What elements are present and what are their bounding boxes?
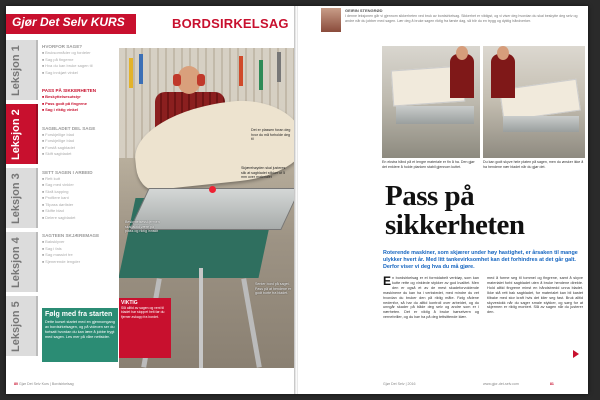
saw-table-shape (396, 106, 474, 124)
sidebar-heading: SAGTEEN SKJÆREMAGE (42, 233, 100, 238)
drop-cap: E (383, 274, 392, 288)
tool-shape (129, 58, 133, 88)
promo-text: Dette kurset startet med en gjennomgang av bordsirkelsagen, og på videoen ser du fortsatt hvordan du kan lære å jobbe trygt med sagen. Les mer på våre nettsider. (45, 320, 115, 339)
warning-text: Slå alltid av sagen og vent til bladet har stoppet helt før du fjerner avkapp fra bordet. (121, 306, 165, 319)
sidebar-item[interactable]: ■ Skifte blad (42, 208, 118, 215)
saw-leg (199, 268, 203, 368)
warning-title: VIKTIG (121, 300, 138, 306)
sidebar-item[interactable]: ■ Bruksområder og fordeler (42, 50, 118, 57)
sidebar-item[interactable]: ■ Beskyttelsesutstyr (42, 94, 118, 101)
photo-caption-2: Du kan godt skyve hele platen på sagen, men du ønsker ikke å ha hendene nær bladet når du gjør det. (483, 160, 584, 169)
tool-shape (277, 52, 281, 82)
man-head-shape (497, 46, 509, 60)
man-head-shape (456, 46, 468, 60)
sidebar-heading-active: PASS PÅ SIKKERHETEN (42, 88, 97, 93)
promo-title: Følg med fra starten (45, 311, 113, 318)
body-column-2: med å forme seg til tommel og fingrene, samt å skyve materialet forbi sagbladet uten å bruke hendene direkte. Hold alltid fingrene minst en håndsbredd unna bladet. Ikke stå rett bak sagbladet, for materialet kan bli kastet tilbake med stor kraft hvis det kiler seg fast. Bruk alltid skyvestokk når du sager smale stykker, og sørg for at skjermen er riktig montert. Slå av sagen når du justerer den. (487, 276, 583, 315)
brand-title: Gjør Det Selv KURS (12, 15, 125, 29)
magazine-spread (6, 6, 588, 394)
sidebar-item[interactable]: ■ Sag massivt tre (42, 252, 118, 259)
tab-lesson-2[interactable] (6, 104, 38, 164)
sidebar-heading: SAGBLADET DEL SAGE (42, 125, 96, 131)
tab-lesson-1[interactable] (6, 40, 38, 100)
body-column-1 (383, 276, 479, 320)
left-page (6, 6, 295, 394)
warning-marker-icon (209, 186, 216, 193)
sidebar-item[interactable]: ■ Profilere kant (42, 195, 118, 202)
tool-shape (259, 60, 263, 90)
footer-url: www.gjor-det-selv.com (483, 382, 519, 386)
photo-helper-hand (382, 46, 480, 158)
page-number: 81 (549, 382, 554, 386)
photo-callout: Det er plassen foran deg hvor du må forholde deg til (251, 128, 291, 142)
photo-callout: Beskyttelsesskjermen skal alltid være på plass og riktig innstilt (125, 220, 160, 234)
sidebar-item[interactable]: ■ Sag med vinkler (42, 182, 118, 189)
tab-label: Leksjon 1 (10, 45, 22, 96)
sidebar-item[interactable]: ■ Sag på fingerne (42, 57, 118, 64)
section-title: BORDSIRKELSAG (172, 16, 289, 31)
tool-shape (139, 54, 143, 84)
footer-right (483, 382, 554, 386)
photo-callout: Skjærehøyden skal justeres slik at sagbladet stikker ut 5 mm over materialet (241, 166, 286, 180)
tab-lesson-3[interactable] (6, 168, 38, 228)
photo-callout: Senter bord på saget. Pass på at hendene er godt borte fra bladet. (255, 282, 292, 296)
tab-label: Leksjon 2 (10, 109, 22, 160)
earmuff-icon (197, 74, 205, 86)
right-page (297, 6, 588, 394)
footer-right-left: Gjør Det Selv | 2016 (383, 382, 416, 386)
lesson-tabs (6, 40, 46, 370)
sidebar-item[interactable]: ■ Skrå kapping (42, 189, 118, 196)
saw-table-shape (503, 116, 579, 132)
tab-lesson-4[interactable] (6, 232, 38, 292)
author-name: GEIRIN STENGRØD (345, 8, 383, 13)
sidebar-item[interactable]: ■ Sjenerende lengder (42, 259, 118, 266)
sidebar-item[interactable]: ■ Sag i fals (42, 246, 118, 253)
photo-push-board (483, 46, 585, 158)
photo-caption-1: En ekstra hånd på et lengre materiale er fin å ha. Den gjør det enklere å holde planken stabil gjennom kuttet. (382, 160, 475, 169)
promo-box (42, 308, 118, 362)
sidebar-item[interactable]: ■ Tilpass dørlister (42, 202, 118, 209)
footer-text: Gjør Det Selv Kurs | Bordsirkelsag (19, 382, 74, 386)
sidebar-item[interactable]: ■ Sag i riktig vinkel (42, 107, 118, 114)
sidebar-item[interactable]: ■ Skift sagbladet (42, 151, 118, 158)
tab-label: Leksjon 4 (10, 237, 22, 288)
sidebar-block-active (42, 88, 118, 114)
sidebar-item[interactable]: ■ Forstå sagbladet (42, 145, 118, 152)
author-intro (321, 8, 581, 40)
sidebar-item[interactable]: ■ Pass godt på fingrene (42, 101, 118, 108)
footer-left (14, 382, 74, 386)
sidebar-item[interactable]: ■ Hva du kan bruke sagen til (42, 63, 118, 70)
sidebar-item[interactable]: ■ Forskjellige blad (42, 132, 118, 139)
page-number: 80 (14, 382, 18, 386)
earmuff-icon (173, 74, 181, 86)
tool-shape (239, 56, 243, 86)
sidebar-item[interactable]: ■ Forskjellige blad (42, 138, 118, 145)
tab-label: Leksjon 3 (10, 173, 22, 224)
sidebar-item[interactable]: ■ Baksklyver (42, 239, 118, 246)
article-lead: Roterende maskiner, som skjærer under høy hastighet, er årsaken til mange ulykker hvert år. Med litt tankevirksomhet kan det forhindres at det går galt. Derfor viser vi deg hva du må gjøre. (383, 250, 578, 270)
sidebar-item[interactable]: ■ Sag innkjørt vinkel (42, 70, 118, 77)
sidebar-block (42, 170, 118, 222)
tab-label: Leksjon 5 (10, 301, 22, 352)
sidebar-block (42, 44, 118, 76)
sidebar-item[interactable]: ■ Rett kutt (42, 176, 118, 183)
next-page-arrow-icon[interactable] (573, 350, 579, 358)
author-text: I denne leksjonen går vi gjennom sikkerheten ved bruk av bordsirkelsag. Sikkerhet er viktigst, og vi viser deg hvordan du skal beskytte deg selv og andre når du jobber med sagen. Lær deg å bruke sagen riktig fra første dag, så blir du en trygg og dyktig håndverker. (345, 14, 578, 23)
sidebar-heading: SETT SAGEN I ARBEID (42, 169, 93, 175)
sidebar-item[interactable]: ■ Delere sagbladet (42, 215, 118, 222)
man-shape (491, 54, 515, 98)
body-text: n bordsirkelsag er et formidabelt verktøy, som kan kutte rette og vinklede stykker av god kvalitet. Men den er også et av de mest skadeforvoldende maskinene du kan ha i verkstedet, med mindre du vet hvordan du bruker den på riktig måte. Følg rådene nedenfor, så har du alltid kontroll over arbeidet, og du unngår skader på både deg selv og andre som er i nærheten. Det er viktig å bruke hørselvern og vernebriller, og du bør ha på deg tettsittende klær. (383, 276, 479, 320)
header-bar (6, 6, 295, 40)
sidebar-heading: HVORFOR SAGE? (42, 44, 83, 49)
author-avatar (321, 8, 341, 32)
man-shape (450, 54, 474, 98)
sidebar-block (42, 126, 118, 158)
article-headline: Pass på sikkerheten (385, 180, 525, 241)
sidebar-block (42, 233, 118, 265)
tab-lesson-5[interactable] (6, 296, 38, 356)
warning-box (119, 298, 171, 358)
lesson-sidebar (42, 44, 118, 277)
